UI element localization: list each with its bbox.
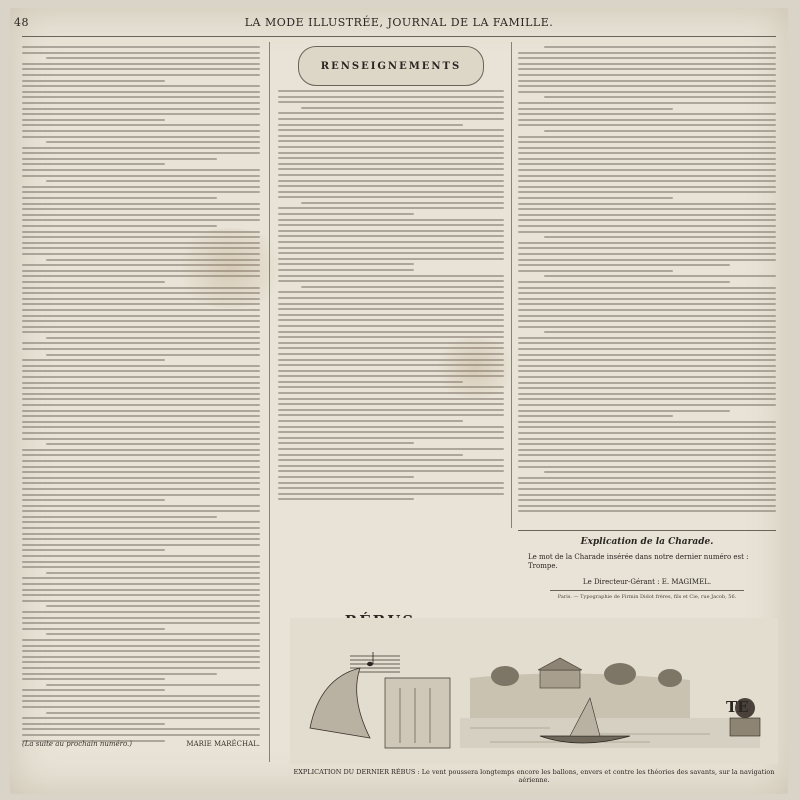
text-line [518,376,776,378]
text-line [22,68,260,70]
text-line [22,320,260,322]
text-line [22,706,260,708]
text-line [46,605,260,607]
text-line [22,577,260,579]
text-line [22,678,165,680]
text-line [278,403,504,405]
text-line [518,505,776,507]
text-line [22,471,260,473]
text-line [22,102,260,104]
text-line [278,426,504,428]
text-line [278,303,504,305]
text-line [518,494,776,496]
house [540,670,580,688]
text-line [544,236,776,238]
text-line [22,382,260,384]
text-line [22,454,260,456]
text-line [518,214,776,216]
text-line [278,224,504,226]
text-line [22,46,260,48]
text-line [278,319,504,321]
text-line [518,247,776,249]
text-line [301,202,504,204]
text-line [278,235,504,237]
text-line [22,466,260,468]
text-line [278,454,463,456]
text-line [22,113,260,115]
text-line [518,421,776,423]
text-line [22,494,260,496]
rebus-caption: EXPLICATION DU DERNIER RÉBUS : Le vent poussera longtemps encore les ballons, envers et contre les théories des savants, sur la navigation aérienne. [293,768,775,784]
text-line [46,57,260,59]
text-line [278,431,504,433]
text-line [22,80,165,82]
renseignements-text [278,90,504,504]
header-rule [22,36,776,37]
text-line [22,370,260,372]
text-line [278,146,504,148]
text-line [22,482,260,484]
text-line [278,101,504,103]
text-line [22,130,260,132]
text-line [518,287,776,289]
text-line [22,404,260,406]
text-line [278,476,414,478]
text-line [22,326,260,328]
text-line [278,459,504,461]
text-line [278,168,504,170]
text-line [518,404,776,406]
text-line [518,393,776,395]
text-line [22,432,260,434]
text-line [22,342,260,344]
text-line [22,85,260,87]
text-line [518,382,776,384]
text-line [22,281,165,283]
text-line [22,510,260,512]
text-line [22,645,260,647]
text-line [46,141,260,143]
text-line [22,667,260,669]
text-line [22,52,260,54]
text-line [518,119,776,121]
text-line [22,499,165,501]
text-line [278,230,504,232]
text-line [518,264,730,266]
text-line [278,470,504,472]
text-line [46,572,260,574]
text-line [46,712,260,714]
text-line [278,96,504,98]
text-line [22,119,165,121]
text-line [22,393,260,395]
text-line [278,196,504,198]
text-line [278,112,504,114]
text-line [518,259,776,261]
right-section-rule [518,530,776,531]
text-line [46,443,260,445]
text-line [22,175,260,177]
text-line [518,68,776,70]
text-line [518,454,776,456]
text-line [22,555,260,557]
text-line [518,460,776,462]
right-article-text [518,46,776,516]
text-line [518,52,776,54]
text-line [518,370,776,372]
text-line [518,169,776,171]
text-line [278,135,504,137]
text-line [301,107,504,109]
text-line [518,231,776,233]
text-line [22,617,260,619]
text-line [518,203,776,205]
text-line [278,252,504,254]
text-line [22,163,165,165]
text-line [518,443,776,445]
text-line [22,309,260,311]
text-line [22,91,260,93]
text-line [518,449,776,451]
text-line [278,185,504,187]
text-line [518,113,776,115]
text-line [22,521,260,523]
text-line [22,376,260,378]
text-line [518,158,776,160]
printer-line: Paris. — Typographie de Firmin Didot frères, fils et Cie, rue Jacob, 56. [557,594,737,600]
text-line [22,208,260,210]
text-line [22,717,260,719]
text-line [518,281,730,283]
text-line [518,242,776,244]
journal-title: LA MODE ILLUSTRÉE, JOURNAL DE LA FAMILLE. [244,16,554,29]
text-line [22,63,260,65]
text-line [278,442,414,444]
text-line [22,505,260,507]
text-line [278,291,504,293]
text-line [518,108,673,110]
text-line [544,471,776,473]
text-line [46,180,260,182]
text-line [22,197,217,199]
text-line [22,214,260,216]
text-line [278,437,504,439]
text-line [22,191,260,193]
text-line [22,331,260,333]
text-line [22,527,260,529]
text-line [518,85,776,87]
text-line [22,315,260,317]
text-line [518,253,776,255]
text-line [518,303,776,305]
text-line [518,63,776,65]
text-line [518,186,776,188]
music-note [367,662,373,666]
text-line [518,208,776,210]
text-line [278,414,504,416]
text-line [46,337,260,339]
text-line [22,398,260,400]
text-line [278,493,504,495]
text-line [22,147,260,149]
text-line [518,197,673,199]
text-line [544,331,776,333]
text-line [518,74,776,76]
text-line [278,129,504,131]
text-line [278,263,414,265]
text-line [278,241,504,243]
text-line [278,297,504,299]
text-line [22,622,260,624]
text-line [278,90,504,92]
text-line [518,359,776,361]
text-line [518,315,776,317]
text-line [278,280,504,282]
charade-explanation-title: Explication de la Charade. [580,537,714,547]
left-article-column [22,46,260,758]
text-line [518,219,776,221]
text-line [278,118,504,120]
text-line [22,365,260,367]
text-line [278,487,504,489]
text-line [22,594,260,596]
text-line [544,275,776,277]
text-line [518,124,776,126]
text-line [22,695,260,697]
text-line [22,96,260,98]
text-line [22,460,260,462]
text-line [518,466,776,468]
text-line [518,499,776,501]
column-divider-left [269,42,270,762]
text-line [518,91,776,93]
text-line [278,275,504,277]
text-line [22,225,217,227]
text-line [22,533,260,535]
text-line [518,337,776,339]
text-line [518,320,776,322]
page-header [10,14,788,32]
text-line [22,583,260,585]
text-line [278,157,504,159]
text-line [518,80,776,82]
text-line [22,74,260,76]
text-line [518,342,776,344]
text-line [518,292,776,294]
text-line [518,309,776,311]
text-line [22,152,260,154]
water [460,718,760,748]
text-line [278,124,463,126]
text-line [22,348,260,350]
text-line [544,130,776,132]
renseignements-column [278,46,504,516]
text-line [518,488,776,490]
text-line [278,213,414,215]
text-line [518,225,776,227]
column-divider-right [511,42,512,528]
text-line [278,207,504,209]
director-signature: Le Directeur-Gérant : E. MAGIMEL. [582,578,712,586]
text-line [22,656,260,658]
text-line [278,191,504,193]
text-line [22,158,217,160]
text-line [518,57,776,59]
text-line [22,549,165,551]
text-line [518,398,776,400]
paper-stain [170,228,290,308]
text-line [301,286,504,288]
text-line [278,140,504,142]
text-line [22,544,260,546]
text-line [518,298,776,300]
left-article-text [22,46,260,745]
text-line [518,415,673,417]
text-line [518,410,730,412]
text-line [22,628,165,630]
text-line [518,387,776,389]
renseignements-heading: RENSEIGNEMENTS [320,60,462,72]
text-line [22,108,260,110]
text-line [518,191,776,193]
text-line [518,270,673,272]
text-line [518,477,776,479]
text-line [22,673,217,675]
text-line [22,723,165,725]
text-line [22,639,260,641]
text-line [22,449,260,451]
text-line [518,510,776,512]
text-line [278,398,504,400]
text-line [22,661,260,663]
text-line [22,426,260,428]
article-author: MARIE MARÉCHAL. [186,740,260,748]
text-line [518,175,776,177]
text-line [278,180,504,182]
text-line [22,734,260,736]
text-line [22,387,260,389]
text-line [46,354,260,356]
text-line [278,325,504,327]
text-line [22,438,260,440]
text-line [278,314,504,316]
text-line [278,174,504,176]
text-line [278,163,504,165]
text-line [518,438,776,440]
text-line [22,410,260,412]
text-line [518,141,776,143]
charade-explanation-text: Le mot de la Charade insérée dans notre dernier numéro est : Trompe. [528,553,749,570]
text-line [278,258,504,260]
text-line [22,538,260,540]
printer-rule [550,590,744,591]
text-line [22,415,260,417]
text-line [22,516,217,518]
text-line [278,448,504,450]
text-line [518,147,776,149]
text-line [518,102,776,104]
text-line [278,482,504,484]
text-line [518,354,776,356]
text-line [22,600,260,602]
text-line [22,700,260,702]
text-line [518,426,776,428]
text-line [22,650,260,652]
text-line [22,488,260,490]
text-line [278,331,504,333]
text-line [22,136,260,138]
paper-stain [430,338,520,398]
text-line [518,365,776,367]
newspaper-page [10,8,788,794]
text-line [22,219,260,221]
text-line [278,247,504,249]
text-line [278,420,463,422]
text-line [518,348,776,350]
text-line [278,269,414,271]
page-number: 48 [14,16,29,29]
text-line [22,477,260,479]
text-line [278,219,504,221]
text-line [518,163,776,165]
text-line [22,611,260,613]
text-line [22,124,260,126]
text-line [518,136,776,138]
screen-panel [385,678,450,748]
text-line [544,46,776,48]
text-line [22,421,260,423]
text-line [518,326,776,328]
rebus-illustration [290,618,778,764]
text-line [22,203,260,205]
text-line [278,498,414,500]
text-line [278,308,504,310]
text-line [22,561,260,563]
renseignements-heading-banner [298,46,484,86]
text-line [22,566,260,568]
text-line [22,728,260,730]
text-line [278,152,504,154]
text-line [22,589,260,591]
rebus-letters: TE [726,698,749,716]
text-line [518,180,776,182]
text-line [518,482,776,484]
continued-note: (La suite au prochain numéro.) [22,740,133,748]
text-line [22,169,260,171]
text-line [518,152,776,154]
text-line [278,465,504,467]
right-article-column [518,46,776,526]
text-line [544,96,776,98]
text-line [22,186,260,188]
text-line [46,633,260,635]
text-line [22,359,165,361]
text-line [518,432,776,434]
text-line [278,409,504,411]
text-line [46,684,260,686]
text-line [22,689,165,691]
